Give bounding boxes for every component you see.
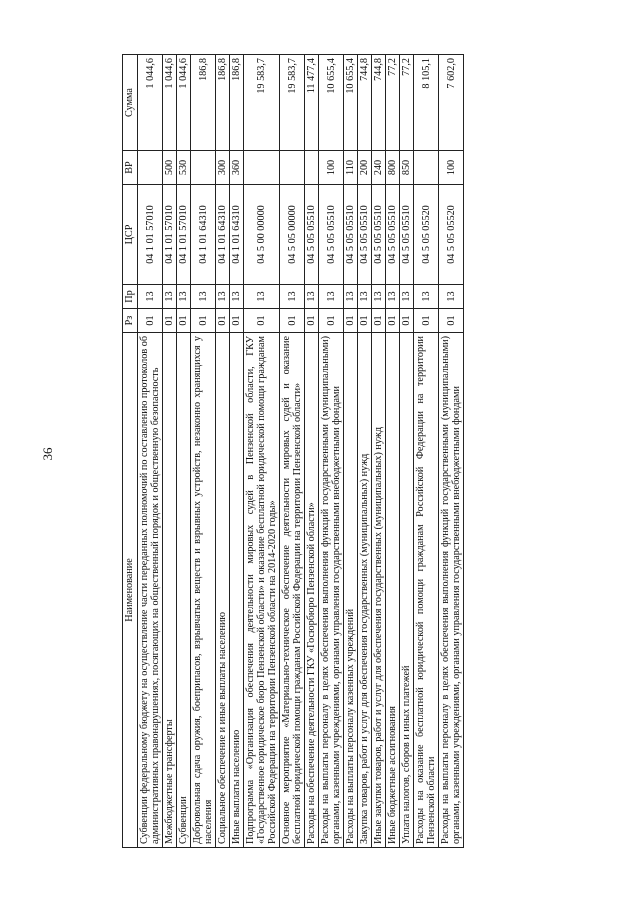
cell-name: Иные выплаты населению <box>230 333 244 848</box>
cell-vr <box>305 151 319 185</box>
cell-vr: 110 <box>344 151 358 185</box>
cell-csr: 04 5 05 05510 <box>344 185 358 285</box>
cell-vr <box>191 151 216 185</box>
table-row <box>191 55 216 848</box>
cell-pr: 13 <box>138 285 163 309</box>
cell-name: Закупка товаров, работ и услуг для обеспечения государственных (муниципальных) нужд <box>358 333 372 848</box>
cell-name: Иные закупки товаров, работ и услуг для обеспечения государственных (муниципальных) нужд <box>372 333 386 848</box>
cell-vr: 300 <box>216 151 230 185</box>
cell-pr: 13 <box>358 285 372 309</box>
cell-sum: 10 655,4 <box>319 55 344 151</box>
header-vr: ВР <box>123 151 138 185</box>
cell-name: Субвенции федеральному бюджету на осуществление части переданных полномочий по составлению протоколов об административных правонарушениях, посягающих на общественный порядок и общественную безопасность <box>138 333 163 848</box>
cell-pr: 13 <box>319 285 344 309</box>
cell-rz: 01 <box>280 309 305 333</box>
cell-csr: 04 1 01 57010 <box>163 185 177 285</box>
cell-vr <box>244 151 280 185</box>
cell-name: Расходы на выплаты персоналу казенных учреждений <box>344 333 358 848</box>
cell-sum: 744,8 <box>372 55 386 151</box>
cell-name: Субвенции <box>177 333 191 848</box>
cell-sum: 1 044,6 <box>163 55 177 151</box>
cell-sum: 1 044,6 <box>177 55 191 151</box>
cell-rz: 01 <box>163 309 177 333</box>
cell-csr: 04 5 00 00000 <box>244 185 280 285</box>
cell-pr: 13 <box>386 285 400 309</box>
header-name: Наименование <box>123 333 138 848</box>
cell-name: Уплата налогов, сборов и иных платежей <box>400 333 414 848</box>
cell-csr: 04 5 05 05510 <box>386 185 400 285</box>
header-pr: Пр <box>123 285 138 309</box>
cell-name: Иные бюджетные ассигнования <box>386 333 400 848</box>
cell-vr: 100 <box>319 151 344 185</box>
cell-rz: 01 <box>319 309 344 333</box>
cell-sum: 7 602,0 <box>439 55 464 151</box>
cell-csr: 04 5 05 05510 <box>400 185 414 285</box>
cell-pr: 13 <box>344 285 358 309</box>
header-csr: ЦСР <box>123 185 138 285</box>
table-row <box>386 55 400 848</box>
cell-rz: 01 <box>191 309 216 333</box>
cell-sum: 11 477,4 <box>305 55 319 151</box>
cell-sum: 186,8 <box>230 55 244 151</box>
cell-vr <box>414 151 439 185</box>
cell-sum: 10 655,4 <box>344 55 358 151</box>
cell-csr: 04 5 05 05510 <box>372 185 386 285</box>
table-row <box>216 55 230 848</box>
table-row <box>230 55 244 848</box>
cell-vr: 360 <box>230 151 244 185</box>
cell-pr: 13 <box>216 285 230 309</box>
table-row <box>372 55 386 848</box>
cell-csr: 04 1 01 64310 <box>230 185 244 285</box>
cell-csr: 04 5 05 05520 <box>439 185 464 285</box>
cell-rz: 01 <box>344 309 358 333</box>
cell-name: Социальное обеспечение и иные выплаты населению <box>216 333 230 848</box>
cell-rz: 01 <box>400 309 414 333</box>
cell-vr: 800 <box>386 151 400 185</box>
budget-table <box>122 54 464 848</box>
cell-csr: 04 5 05 05510 <box>358 185 372 285</box>
cell-vr: 850 <box>400 151 414 185</box>
header-rz: Рз <box>123 309 138 333</box>
cell-vr: 240 <box>372 151 386 185</box>
cell-csr: 04 1 01 57010 <box>138 185 163 285</box>
rotated-page <box>122 55 554 848</box>
cell-rz: 01 <box>177 309 191 333</box>
table-row <box>177 55 191 848</box>
cell-name: Межбюджетные трансферты <box>163 333 177 848</box>
cell-sum: 186,8 <box>191 55 216 151</box>
cell-csr: 04 5 05 05510 <box>319 185 344 285</box>
table-row <box>138 55 163 848</box>
cell-pr: 13 <box>305 285 319 309</box>
cell-pr: 13 <box>372 285 386 309</box>
cell-vr <box>280 151 305 185</box>
cell-vr <box>138 151 163 185</box>
table-row <box>439 55 464 848</box>
cell-pr: 13 <box>280 285 305 309</box>
cell-csr: 04 5 05 00000 <box>280 185 305 285</box>
cell-pr: 13 <box>230 285 244 309</box>
cell-name: Добровольная сдача оружия, боеприпасов, взрывчатых веществ и взрывных устройств, незаконно хранящихся у населения <box>191 333 216 848</box>
cell-rz: 01 <box>216 309 230 333</box>
cell-rz: 01 <box>358 309 372 333</box>
cell-sum: 77,2 <box>400 55 414 151</box>
cell-rz: 01 <box>305 309 319 333</box>
cell-pr: 13 <box>400 285 414 309</box>
table-row <box>244 55 280 848</box>
cell-pr: 13 <box>191 285 216 309</box>
cell-sum: 8 105,1 <box>414 55 439 151</box>
cell-vr: 500 <box>163 151 177 185</box>
cell-pr: 13 <box>177 285 191 309</box>
cell-pr: 13 <box>414 285 439 309</box>
cell-rz: 01 <box>138 309 163 333</box>
page-number: 36 <box>40 447 55 461</box>
cell-name: Расходы на выплаты персоналу в целях обеспечения выполнения функций государственными (муниципальными) органами, казенными учреждениями, органами управления государственными внебюджетными фондами <box>439 333 464 848</box>
cell-name: Подпрограмма «Организация обеспечения деятельности мировых судей в Пензенской области, ГКУ «Государственное юридическое бюро Пензенской области» и оказание бесплатной юридической помощи гражданам Российской Федерации на территории Пензенской области на 2014-2020 годы» <box>244 333 280 848</box>
table-row <box>358 55 372 848</box>
cell-csr: 04 1 01 57010 <box>177 185 191 285</box>
cell-sum: 1 044,6 <box>138 55 163 151</box>
header-sum: Сумма <box>123 55 138 151</box>
cell-sum: 77,2 <box>386 55 400 151</box>
cell-pr: 13 <box>439 285 464 309</box>
cell-csr: 04 5 05 05510 <box>305 185 319 285</box>
cell-name: Расходы на обеспечение деятельности ГКУ «Госюрбюро Пензенской области» <box>305 333 319 848</box>
cell-name: Основное мероприятие «Материально-техническое обеспечение деятельности мировых судей и оказание бесплатной юридической помощи гражданам Российской Федерации на территории Пензенской области» <box>280 333 305 848</box>
cell-vr: 100 <box>439 151 464 185</box>
cell-rz: 01 <box>414 309 439 333</box>
cell-sum: 19 583,7 <box>280 55 305 151</box>
cell-vr: 200 <box>358 151 372 185</box>
cell-pr: 13 <box>244 285 280 309</box>
cell-rz: 01 <box>244 309 280 333</box>
table-row <box>344 55 358 848</box>
cell-csr: 04 1 01 64310 <box>191 185 216 285</box>
cell-sum: 186,8 <box>216 55 230 151</box>
table-header-row <box>123 55 138 848</box>
table-row <box>280 55 305 848</box>
table-row <box>305 55 319 848</box>
cell-rz: 01 <box>372 309 386 333</box>
cell-sum: 19 583,7 <box>244 55 280 151</box>
table-row <box>414 55 439 848</box>
table-row <box>163 55 177 848</box>
table-row <box>400 55 414 848</box>
cell-csr: 04 1 01 64310 <box>216 185 230 285</box>
cell-pr: 13 <box>163 285 177 309</box>
cell-rz: 01 <box>439 309 464 333</box>
cell-rz: 01 <box>230 309 244 333</box>
cell-vr: 530 <box>177 151 191 185</box>
cell-csr: 04 5 05 05520 <box>414 185 439 285</box>
cell-sum: 744,8 <box>358 55 372 151</box>
cell-rz: 01 <box>386 309 400 333</box>
table-row <box>319 55 344 848</box>
cell-name: Расходы на оказание бесплатной юридической помощи гражданам Российской Федерации на территории Пензенской области <box>414 333 439 848</box>
cell-name: Расходы на выплаты персоналу в целях обеспечения выполнения функций государственными (муниципальными) органами, казенными учреждениями, органами управления государственными внебюджетными фондами <box>319 333 344 848</box>
